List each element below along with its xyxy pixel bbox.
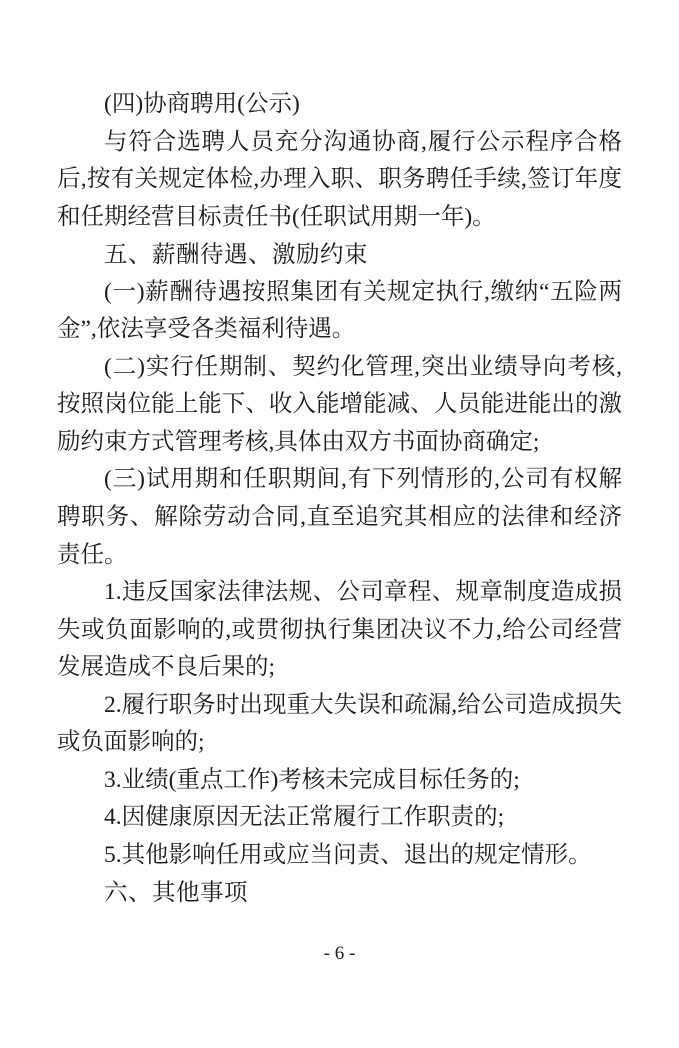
paragraph-hiring-procedure: 与符合选聘人员充分沟通协商,履行公示程序合格后,按有关规定体检,办理入职、职务聘任手续,签订年度和任期经营目标责任书(任职试用期一年)。: [57, 128, 622, 230]
paragraph-item-1-compensation: (一)薪酬待遇按照集团有关规定执行,缴纳“五险两金”,依法享受各类福利待遇。: [57, 278, 622, 343]
document-body: [57, 86, 622, 912]
paragraph-item-3-dismissal-conditions: (三)试用期和任职期间,有下列情形的,公司有权解聘职务、解除劳动合同,直至追究其相应的法律和经济责任。: [57, 466, 622, 568]
page-number: - 6 -: [323, 943, 356, 964]
paragraph-clause-3-performance: 3.业绩(重点工作)考核未完成目标任务的;: [104, 766, 520, 793]
heading-section-5-compensation-incentives: 五、薪酬待遇、激励约束: [104, 241, 368, 268]
paragraph-clause-1-violations: 1.违反国家法律法规、公司章程、规章制度造成损失或负面影响的,或贯彻执行集团决议不力,给公司经营发展造成不良后果的;: [57, 579, 622, 681]
paragraph-clause-5-other: 5.其他影响任用或应当问责、退出的规定情形。: [104, 841, 592, 868]
heading-section-4-negotiated-hiring: (四)协商聘用(公示): [104, 91, 300, 117]
heading-section-6-other-matters: 六、其他事项: [104, 879, 248, 906]
paragraph-clause-2-major-errors: 2.履行职务时出现重大失误和疏漏,给公司造成损失或负面影响的;: [57, 691, 622, 756]
paragraph-clause-4-health: 4.因健康原因无法正常履行工作职责的;: [104, 804, 505, 831]
paragraph-item-2-tenure-management: (二)实行任期制、契约化管理,突出业绩导向考核,按照岗位能上能下、收入能增能减、人员能进能出的激励约束方式管理考核,具体由双方书面协商确定;: [57, 353, 622, 455]
